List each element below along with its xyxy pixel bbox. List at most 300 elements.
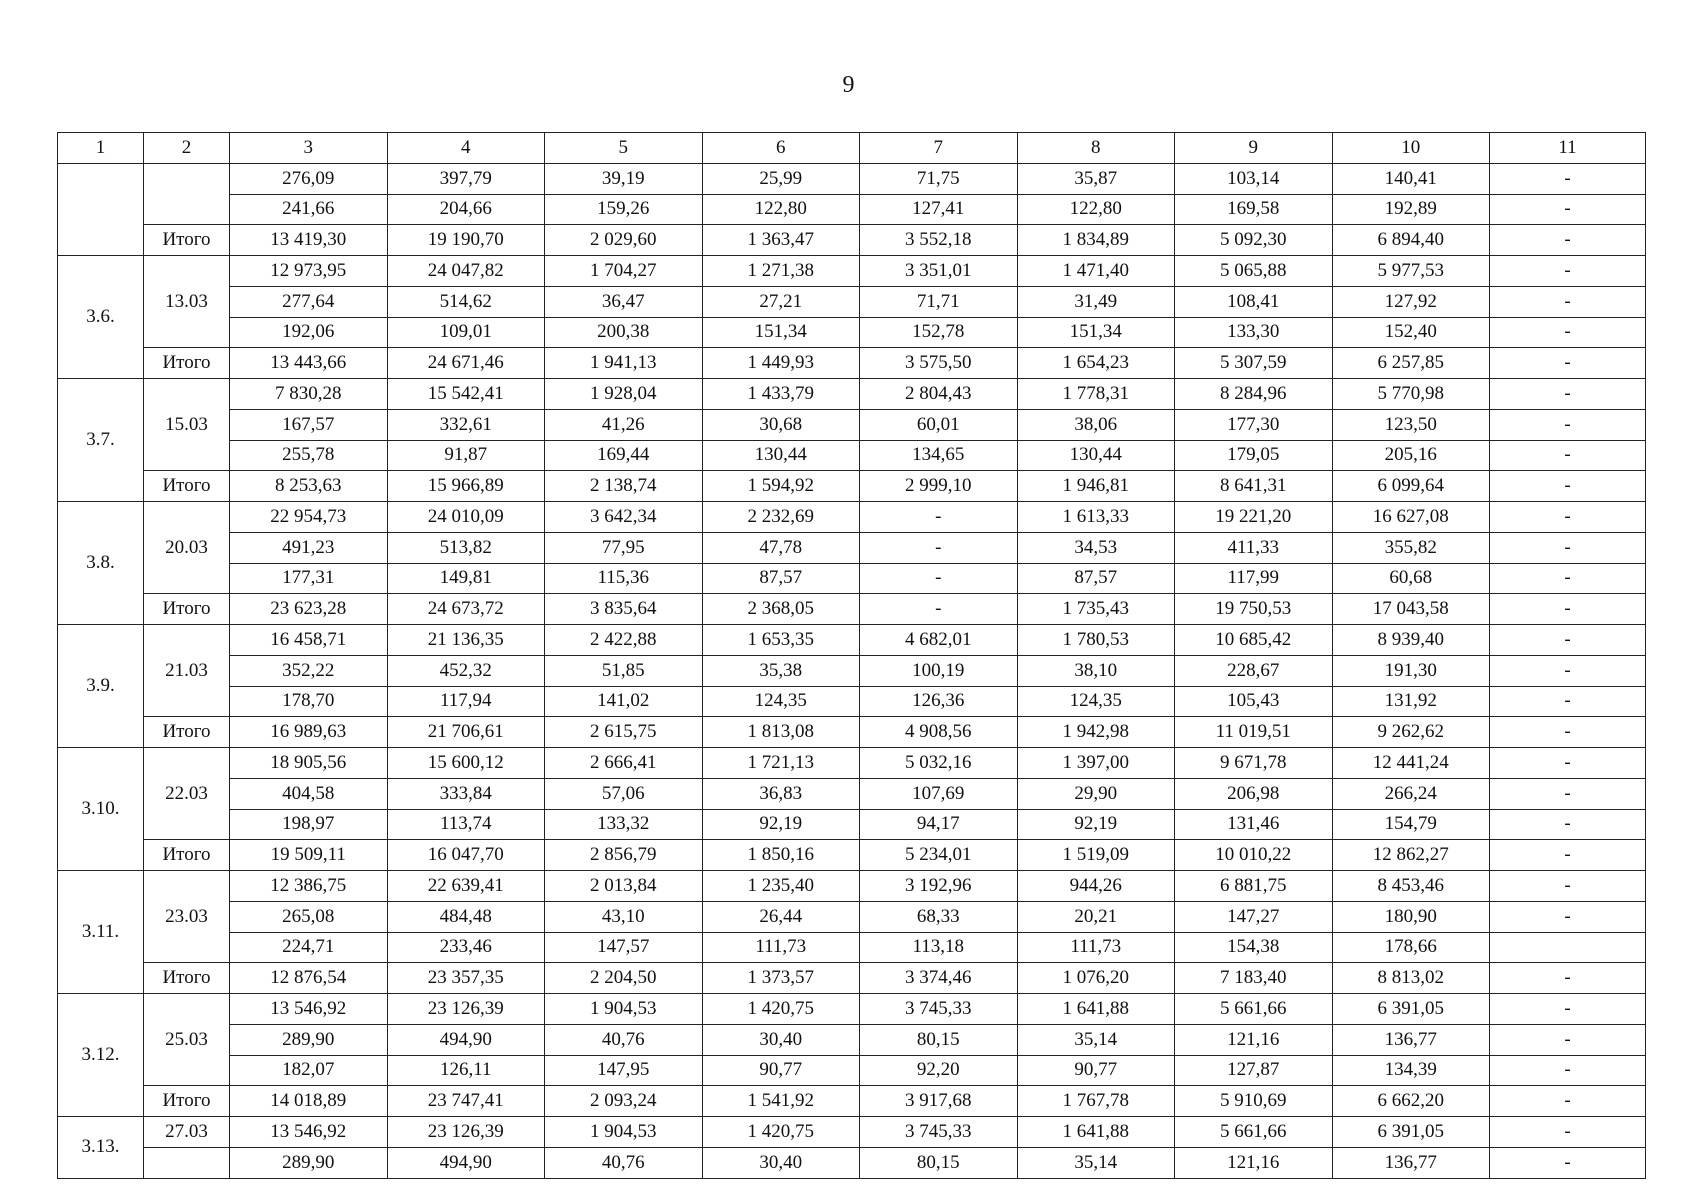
value-cell: 5 307,59 (1175, 348, 1333, 379)
value-cell: 90,77 (1017, 1055, 1175, 1086)
value-cell: 192,06 (230, 317, 388, 348)
data-table (57, 132, 1646, 1179)
value-cell: 130,44 (702, 440, 860, 471)
table-row (58, 871, 1646, 902)
value-cell: 6 662,20 (1332, 1086, 1490, 1117)
value-cell: 77,95 (545, 532, 703, 563)
section-number-cell: 3.13. (58, 1117, 144, 1179)
value-cell: 8 813,02 (1332, 963, 1490, 994)
value-cell: 122,80 (702, 194, 860, 225)
value-cell: - (1490, 871, 1646, 902)
section-number-cell: 3.12. (58, 994, 144, 1117)
column-header: 9 (1175, 133, 1333, 164)
value-cell: 4 908,56 (860, 717, 1018, 748)
value-cell: 35,14 (1017, 1024, 1175, 1055)
value-cell: 111,73 (1017, 932, 1175, 963)
value-cell: 13 546,92 (230, 994, 388, 1025)
value-cell: 167,57 (230, 409, 388, 440)
value-cell: 16 989,63 (230, 717, 388, 748)
value-cell: 3 552,18 (860, 225, 1018, 256)
value-cell: 19 190,70 (387, 225, 545, 256)
value-cell: 1 928,04 (545, 379, 703, 410)
value-cell: - (1490, 1147, 1646, 1178)
value-cell: 200,38 (545, 317, 703, 348)
value-cell: 1 813,08 (702, 717, 860, 748)
value-cell: 5 234,01 (860, 840, 1018, 871)
value-cell: 47,78 (702, 532, 860, 563)
value-cell: 2 804,43 (860, 379, 1018, 410)
value-cell: 136,77 (1332, 1024, 1490, 1055)
value-cell: 204,66 (387, 194, 545, 225)
value-cell: 23 126,39 (387, 994, 545, 1025)
value-cell: 40,76 (545, 1147, 703, 1178)
table-row (58, 225, 1646, 256)
value-cell: 1 541,92 (702, 1086, 860, 1117)
section-number-cell: 3.9. (58, 625, 144, 748)
value-cell: - (1490, 317, 1646, 348)
value-cell: 29,90 (1017, 778, 1175, 809)
value-cell: - (1490, 901, 1646, 932)
table-body (58, 163, 1646, 1178)
value-cell: - (1490, 1117, 1646, 1148)
value-cell: 494,90 (387, 1147, 545, 1178)
value-cell: 23 126,39 (387, 1117, 545, 1148)
value-cell: 13 419,30 (230, 225, 388, 256)
value-cell: 13 546,92 (230, 1117, 388, 1148)
value-cell: 60,01 (860, 409, 1018, 440)
value-cell: 333,84 (387, 778, 545, 809)
value-cell: 134,39 (1332, 1055, 1490, 1086)
value-cell: 2 013,84 (545, 871, 703, 902)
value-cell: 100,19 (860, 655, 1018, 686)
table-row (58, 809, 1646, 840)
table-row (58, 471, 1646, 502)
value-cell: 105,43 (1175, 686, 1333, 717)
value-cell: 131,46 (1175, 809, 1333, 840)
table-row (58, 778, 1646, 809)
value-cell: - (1490, 532, 1646, 563)
value-cell: 6 881,75 (1175, 871, 1333, 902)
value-cell: 10 685,42 (1175, 625, 1333, 656)
value-cell: 1 076,20 (1017, 963, 1175, 994)
value-cell: 1 373,57 (702, 963, 860, 994)
value-cell: 2 204,50 (545, 963, 703, 994)
value-cell: - (1490, 471, 1646, 502)
value-cell: 3 745,33 (860, 994, 1018, 1025)
value-cell: 5 661,66 (1175, 1117, 1333, 1148)
value-cell: 228,67 (1175, 655, 1333, 686)
value-cell: 109,01 (387, 317, 545, 348)
value-cell: 40,76 (545, 1024, 703, 1055)
value-cell: 117,94 (387, 686, 545, 717)
section-number-cell: 3.8. (58, 502, 144, 625)
value-cell: 2 422,88 (545, 625, 703, 656)
value-cell: 92,19 (702, 809, 860, 840)
value-cell: 90,77 (702, 1055, 860, 1086)
value-cell: - (1490, 379, 1646, 410)
value-cell: 19 509,11 (230, 840, 388, 871)
value-cell: 2 615,75 (545, 717, 703, 748)
value-cell: 5 977,53 (1332, 256, 1490, 287)
value-cell: 944,26 (1017, 871, 1175, 902)
total-label-cell: Итого (144, 348, 230, 379)
value-cell: 2 029,60 (545, 225, 703, 256)
value-cell: 1 654,23 (1017, 348, 1175, 379)
value-cell: - (1490, 625, 1646, 656)
table-row (58, 317, 1646, 348)
value-cell: 19 750,53 (1175, 594, 1333, 625)
value-cell: 9 262,62 (1332, 717, 1490, 748)
value-cell: 9 671,78 (1175, 748, 1333, 779)
value-cell: 177,30 (1175, 409, 1333, 440)
value-cell: 22 639,41 (387, 871, 545, 902)
value-cell: 452,32 (387, 655, 545, 686)
value-cell: 1 271,38 (702, 256, 860, 287)
table-row (58, 440, 1646, 471)
total-label-cell: Итого (144, 963, 230, 994)
value-cell: 180,90 (1332, 901, 1490, 932)
value-cell: 34,53 (1017, 532, 1175, 563)
value-cell: - (1490, 655, 1646, 686)
value-cell: 122,80 (1017, 194, 1175, 225)
value-cell: 121,16 (1175, 1024, 1333, 1055)
value-cell: 169,44 (545, 440, 703, 471)
table-row (58, 163, 1646, 194)
value-cell: 2 093,24 (545, 1086, 703, 1117)
value-cell: 6 099,64 (1332, 471, 1490, 502)
value-cell: 1 767,78 (1017, 1086, 1175, 1117)
value-cell: 3 192,96 (860, 871, 1018, 902)
total-label-cell: Итого (144, 471, 230, 502)
value-cell: - (1490, 163, 1646, 194)
value-cell: 1 363,47 (702, 225, 860, 256)
table-row (58, 1055, 1646, 1086)
value-cell: - (1490, 963, 1646, 994)
value-cell: - (1490, 256, 1646, 287)
value-cell: - (1490, 409, 1646, 440)
value-cell: 8 939,40 (1332, 625, 1490, 656)
value-cell: 514,62 (387, 286, 545, 317)
value-cell: 16 627,08 (1332, 502, 1490, 533)
value-cell: 127,87 (1175, 1055, 1333, 1086)
table-row (58, 409, 1646, 440)
value-cell: 265,08 (230, 901, 388, 932)
value-cell: 205,16 (1332, 440, 1490, 471)
value-cell: 177,31 (230, 563, 388, 594)
value-cell: 126,11 (387, 1055, 545, 1086)
table-row (58, 286, 1646, 317)
value-cell: 140,41 (1332, 163, 1490, 194)
value-cell: 6 391,05 (1332, 994, 1490, 1025)
value-cell: 332,61 (387, 409, 545, 440)
value-cell: 3 575,50 (860, 348, 1018, 379)
value-cell: 178,66 (1332, 932, 1490, 963)
value-cell: - (1490, 840, 1646, 871)
value-cell: 25,99 (702, 163, 860, 194)
section-number-cell: 3.11. (58, 871, 144, 994)
value-cell: 60,68 (1332, 563, 1490, 594)
value-cell: - (1490, 994, 1646, 1025)
header-row (58, 133, 1646, 164)
value-cell: - (1490, 194, 1646, 225)
column-header: 1 (58, 133, 144, 164)
value-cell: 27,21 (702, 286, 860, 317)
value-cell: 3 917,68 (860, 1086, 1018, 1117)
value-cell: 117,99 (1175, 563, 1333, 594)
table-row (58, 963, 1646, 994)
value-cell: 107,69 (860, 778, 1018, 809)
value-cell: 35,14 (1017, 1147, 1175, 1178)
value-cell: 2 999,10 (860, 471, 1018, 502)
value-cell: - (1490, 1024, 1646, 1055)
value-cell: 133,30 (1175, 317, 1333, 348)
value-cell: 1 904,53 (545, 994, 703, 1025)
value-cell: 192,89 (1332, 194, 1490, 225)
value-cell: 8 253,63 (230, 471, 388, 502)
value-cell: 411,33 (1175, 532, 1333, 563)
value-cell: 123,50 (1332, 409, 1490, 440)
value-cell: 1 519,09 (1017, 840, 1175, 871)
value-cell: 6 894,40 (1332, 225, 1490, 256)
value-cell: 191,30 (1332, 655, 1490, 686)
value-cell: 6 257,85 (1332, 348, 1490, 379)
value-cell: 206,98 (1175, 778, 1333, 809)
value-cell: 8 641,31 (1175, 471, 1333, 502)
value-cell: 491,23 (230, 532, 388, 563)
value-cell: 136,77 (1332, 1147, 1490, 1178)
value-cell: 159,26 (545, 194, 703, 225)
value-cell: 1 653,35 (702, 625, 860, 656)
value-cell: 1 613,33 (1017, 502, 1175, 533)
value-cell: 147,27 (1175, 901, 1333, 932)
value-cell: 1 704,27 (545, 256, 703, 287)
table-row (58, 932, 1646, 963)
value-cell: 5 092,30 (1175, 225, 1333, 256)
value-cell: 5 032,16 (860, 748, 1018, 779)
value-cell: 12 973,95 (230, 256, 388, 287)
value-cell: 35,38 (702, 655, 860, 686)
value-cell: - (860, 594, 1018, 625)
value-cell: 35,87 (1017, 163, 1175, 194)
date-cell: 15.03 (144, 379, 230, 471)
value-cell: 127,92 (1332, 286, 1490, 317)
value-cell: 2 856,79 (545, 840, 703, 871)
value-cell: 8 453,46 (1332, 871, 1490, 902)
value-cell: 5 065,88 (1175, 256, 1333, 287)
value-cell: 1 594,92 (702, 471, 860, 502)
value-cell: 134,65 (860, 440, 1018, 471)
value-cell: 80,15 (860, 1147, 1018, 1178)
date-cell: 27.03 (144, 1117, 230, 1148)
value-cell: 15 966,89 (387, 471, 545, 502)
value-cell: 484,48 (387, 901, 545, 932)
value-cell: 24 673,72 (387, 594, 545, 625)
value-cell: 255,78 (230, 440, 388, 471)
value-cell: 355,82 (1332, 532, 1490, 563)
value-cell: 1 235,40 (702, 871, 860, 902)
column-header: 2 (144, 133, 230, 164)
value-cell: 149,81 (387, 563, 545, 594)
value-cell: 38,06 (1017, 409, 1175, 440)
value-cell: 2 666,41 (545, 748, 703, 779)
value-cell: 1 850,16 (702, 840, 860, 871)
value-cell: 131,92 (1332, 686, 1490, 717)
value-cell: - (1490, 594, 1646, 625)
value-cell: 57,06 (545, 778, 703, 809)
value-cell: 4 682,01 (860, 625, 1018, 656)
value-cell: 43,10 (545, 901, 703, 932)
table-row (58, 594, 1646, 625)
table-row (58, 994, 1646, 1025)
table-row (58, 1117, 1646, 1148)
total-label-cell: Итого (144, 594, 230, 625)
column-header: 5 (545, 133, 703, 164)
value-cell: 397,79 (387, 163, 545, 194)
value-cell: - (1490, 286, 1646, 317)
value-cell: 513,82 (387, 532, 545, 563)
value-cell: 141,02 (545, 686, 703, 717)
value-cell: 130,44 (1017, 440, 1175, 471)
value-cell: 12 441,24 (1332, 748, 1490, 779)
value-cell: 3 835,64 (545, 594, 703, 625)
value-cell: 71,75 (860, 163, 1018, 194)
value-cell: 8 284,96 (1175, 379, 1333, 410)
value-cell: 3 745,33 (860, 1117, 1018, 1148)
value-cell: 151,34 (1017, 317, 1175, 348)
table-row (58, 194, 1646, 225)
column-header: 4 (387, 133, 545, 164)
value-cell: 12 386,75 (230, 871, 388, 902)
table-row (58, 717, 1646, 748)
value-cell: 5 770,98 (1332, 379, 1490, 410)
value-cell: 2 138,74 (545, 471, 703, 502)
table-row (58, 532, 1646, 563)
value-cell: 352,22 (230, 655, 388, 686)
value-cell: 19 221,20 (1175, 502, 1333, 533)
value-cell: 108,41 (1175, 286, 1333, 317)
table-row (58, 1024, 1646, 1055)
section-number-cell: 3.7. (58, 379, 144, 502)
value-cell: 127,41 (860, 194, 1018, 225)
value-cell: 277,64 (230, 286, 388, 317)
value-cell: 151,34 (702, 317, 860, 348)
column-header: 6 (702, 133, 860, 164)
table-row (58, 655, 1646, 686)
value-cell: 16 047,70 (387, 840, 545, 871)
value-cell: 16 458,71 (230, 625, 388, 656)
value-cell: 6 391,05 (1332, 1117, 1490, 1148)
value-cell: 1 735,43 (1017, 594, 1175, 625)
value-cell: 1 941,13 (545, 348, 703, 379)
table-row (58, 686, 1646, 717)
table-row (58, 901, 1646, 932)
date-cell: 20.03 (144, 502, 230, 594)
value-cell: 169,58 (1175, 194, 1333, 225)
column-header: 10 (1332, 133, 1490, 164)
value-cell: 1 641,88 (1017, 1117, 1175, 1148)
section-number-cell (58, 163, 144, 255)
value-cell: 289,90 (230, 1147, 388, 1178)
value-cell: 1 641,88 (1017, 994, 1175, 1025)
value-cell: 26,44 (702, 901, 860, 932)
value-cell: 30,40 (702, 1024, 860, 1055)
value-cell: 21 136,35 (387, 625, 545, 656)
column-header: 11 (1490, 133, 1646, 164)
value-cell: 115,36 (545, 563, 703, 594)
value-cell: 1 904,53 (545, 1117, 703, 1148)
page-number: 9 (842, 72, 855, 98)
value-cell: 17 043,58 (1332, 594, 1490, 625)
value-cell: 3 374,46 (860, 963, 1018, 994)
value-cell: 182,07 (230, 1055, 388, 1086)
value-cell: 1 433,79 (702, 379, 860, 410)
value-cell: 94,17 (860, 809, 1018, 840)
value-cell: 92,19 (1017, 809, 1175, 840)
value-cell: 23 357,35 (387, 963, 545, 994)
table-header (58, 133, 1646, 164)
value-cell: 276,09 (230, 163, 388, 194)
column-header: 7 (860, 133, 1018, 164)
value-cell: 126,36 (860, 686, 1018, 717)
value-cell: 154,38 (1175, 932, 1333, 963)
value-cell: 24 047,82 (387, 256, 545, 287)
value-cell: 111,73 (702, 932, 860, 963)
value-cell: 1 449,93 (702, 348, 860, 379)
value-cell: 1 397,00 (1017, 748, 1175, 779)
value-cell: 5 661,66 (1175, 994, 1333, 1025)
value-cell: 179,05 (1175, 440, 1333, 471)
value-cell: 1 471,40 (1017, 256, 1175, 287)
value-cell: - (860, 563, 1018, 594)
value-cell: - (860, 532, 1018, 563)
table-row (58, 348, 1646, 379)
table-row (58, 563, 1646, 594)
total-label-cell: Итого (144, 840, 230, 871)
table-row (58, 1086, 1646, 1117)
total-label-cell: Итого (144, 225, 230, 256)
value-cell: 23 747,41 (387, 1086, 545, 1117)
value-cell: - (1490, 563, 1646, 594)
value-cell: 124,35 (702, 686, 860, 717)
value-cell: 7 183,40 (1175, 963, 1333, 994)
value-cell: 22 954,73 (230, 502, 388, 533)
value-cell (1490, 932, 1646, 963)
value-cell: 7 830,28 (230, 379, 388, 410)
date-cell: 25.03 (144, 994, 230, 1086)
value-cell: 80,15 (860, 1024, 1018, 1055)
value-cell: 1 946,81 (1017, 471, 1175, 502)
table-row (58, 748, 1646, 779)
value-cell: 289,90 (230, 1024, 388, 1055)
value-cell: 24 010,09 (387, 502, 545, 533)
value-cell: 121,16 (1175, 1147, 1333, 1178)
table-row (58, 840, 1646, 871)
value-cell: 36,47 (545, 286, 703, 317)
value-cell: 30,40 (702, 1147, 860, 1178)
value-cell: 152,40 (1332, 317, 1490, 348)
value-cell: - (1490, 686, 1646, 717)
date-cell: 21.03 (144, 625, 230, 717)
value-cell: 12 862,27 (1332, 840, 1490, 871)
value-cell: 91,87 (387, 440, 545, 471)
value-cell: 198,97 (230, 809, 388, 840)
table-row (58, 502, 1646, 533)
value-cell: - (1490, 1086, 1646, 1117)
value-cell: 233,46 (387, 932, 545, 963)
value-cell: 51,85 (545, 655, 703, 686)
value-cell: 39,19 (545, 163, 703, 194)
column-header: 3 (230, 133, 388, 164)
